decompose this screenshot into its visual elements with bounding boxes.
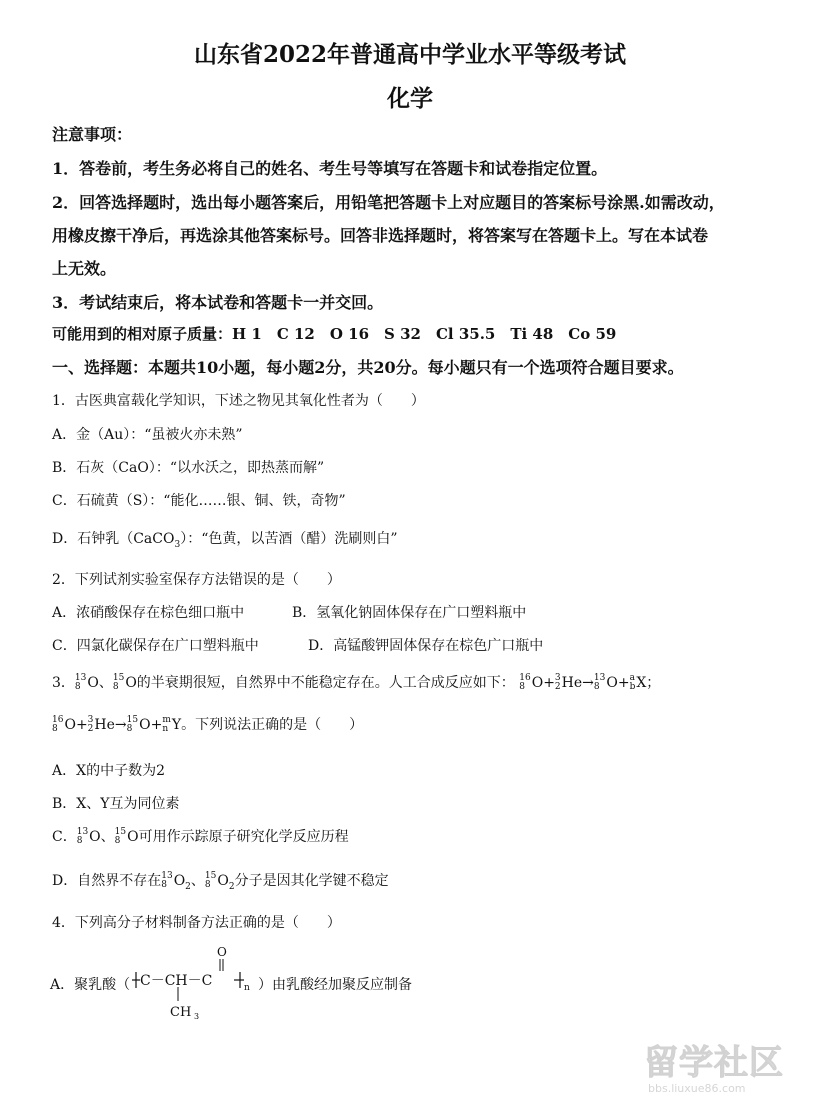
formula-ch3-sub: 3: [194, 1012, 200, 1020]
q2-option-a: A．浓硝酸保存在棕色细口瓶中: [52, 605, 245, 621]
q1-stem: 1．古医典富载化学知识，下述之物见其氧化性者为（ ）: [52, 393, 425, 409]
q2-option-c: C．四氯化碳保存在广口塑料瓶中: [52, 638, 259, 654]
notes-item-3: 3．考试结束后，将本试卷和答题卡一并交回。: [52, 293, 384, 312]
formula-chain: C－CH－C: [140, 973, 213, 989]
polylactic-acid-structure: [130, 946, 260, 1020]
q1-option-c: C．石硫黄（S）：“能化……银、铜、铁，奇物”: [52, 493, 346, 509]
subject-title: 化学: [387, 85, 433, 112]
notes-item-2-line2: 用橡皮擦干净后，再选涂其他答案标号。回答非选择题时，将答案写在答题卡上。写在本试卷: [52, 226, 709, 245]
q3-option-a: A．X的中子数为2: [52, 763, 165, 779]
nuclide-o15-notation: 15 8: [112, 673, 125, 692]
section-1-heading: 一、选择题：本题共10小题，每小题2分，共20分。每小题只有一个选项符合题目要求。: [52, 358, 684, 377]
formula-oxygen: O: [217, 946, 227, 959]
formula-ch3: CH: [170, 1005, 192, 1020]
q4-a-suffix: ）由乳酸经加聚反应制备: [258, 977, 412, 993]
q1-d-subscript: 3: [174, 539, 181, 550]
notes-item-1: 1．答卷前，考生务必将自己的姓名、考生号等填写在答题卡和试卷指定位置。: [52, 159, 608, 178]
q4-a-prefix: A．聚乳酸（: [50, 977, 131, 993]
site-watermark: [640, 1038, 800, 1098]
notes-item-2-line1: 2．回答选择题时，选出每小题答案后，用铅笔把答题卡上对应题目的答案标号涂黑.如需改动，: [52, 193, 725, 212]
notes-item-2-line3: 上无效。: [52, 259, 117, 278]
q3-stem-line1: 3． 13 8 O、 15 8 O的半衰期很短，自然界中不能稳定存在。人工合成反应如下： 16 8 O+ 3 2 He→ 13 8 O+ a b X；: [52, 673, 661, 692]
nuclide-o13-notation: 13 8: [74, 673, 87, 692]
watermark-text: 留学社区: [644, 1043, 784, 1083]
q2-option-b: B．氢氧化钠固体保存在广口塑料瓶中: [292, 605, 527, 621]
q2-stem: 2．下列试剂实验室保存方法错误的是（ ）: [52, 572, 341, 588]
q4-stem: 4．下列高分子材料制备方法正确的是（ ）: [52, 915, 341, 931]
q3-option-c: C． 13 8 O、 15 8 O可用作示踪原子研究化学反应历程: [52, 827, 349, 846]
q1-option-b: B．石灰（CaO）：“以水沃之，即热蒸而解”: [52, 460, 325, 476]
notes-heading: 注意事项：: [52, 125, 133, 144]
q1-option-a: A．金（Au）：“虽被火亦未熟”: [52, 427, 243, 443]
atomic-masses: 可能用到的相对原子质量：H 1 C 12 O 16 S 32 Cl 35.5 Ti 48 Co 59: [52, 325, 617, 343]
q1-d-prefix: D．石钟乳（CaCO: [52, 531, 175, 547]
watermark-url: bbs.liuxue86.com: [648, 1082, 746, 1095]
formula-n: n: [244, 983, 250, 993]
q3-option-d: D．自然界不存在 13 8 $O_2$、 15 8 $O_2$分子是因其化学键不稳定: [52, 871, 389, 892]
exam-title: 山东省2022年普通高中学业水平等级考试: [193, 41, 626, 68]
q1-d-suffix: ）：“色黄，以苦酒（醋）洗刷则白”: [180, 531, 398, 547]
q4-option-a: [50, 946, 430, 1020]
q2-option-d: D．高锰酸钾固体保存在棕色广口瓶中: [308, 638, 544, 654]
q3-option-b: B．X、Y互为同位素: [52, 796, 180, 812]
q3-stem-line2: 16 8 O+ 3 2 He→ 15 8 O+ m n Y。下列说法正确的是（ ）: [52, 715, 364, 734]
q1-option-d: [52, 528, 398, 550]
